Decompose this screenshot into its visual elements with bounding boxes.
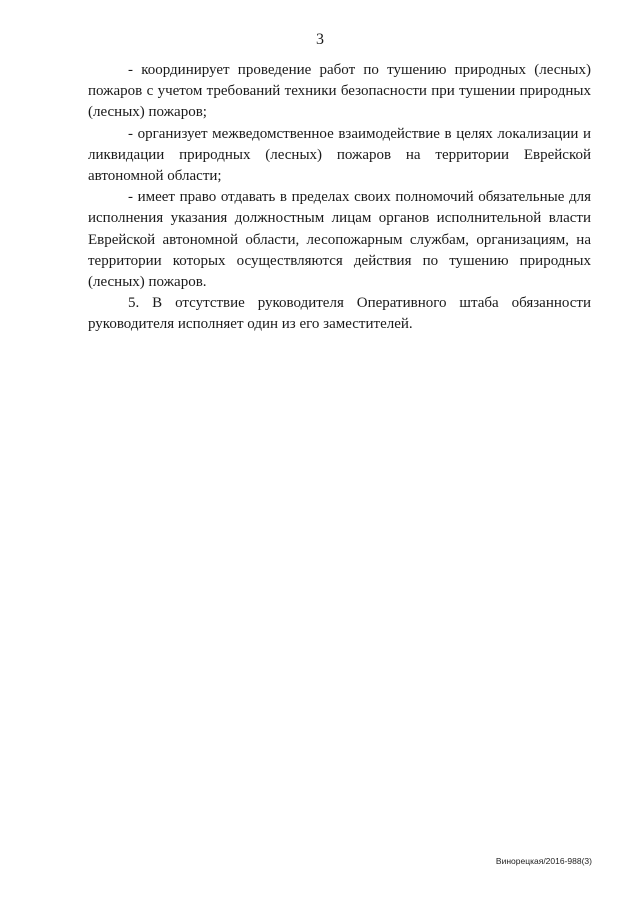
paragraph-coordinates-works: - координирует проведение работ по тушению природных (лесных) пожаров с учетом требований техники безопасности при тушении природных (лесных) пожаров; <box>88 62 591 121</box>
paragraph-item-5-deputy: 5. В отсутствие руководителя Оперативного штаба обязанности руководителя исполняет один из его заместителей. <box>88 295 591 333</box>
page-number: 3 <box>316 31 324 48</box>
document-footer-code: Винорецкая/2016-988(3) <box>495 856 592 866</box>
paragraph-right-to-give-orders: - имеет право отдавать в пределах своих полномочий обязательные для исполнения указания должностным лицам органов исполнительной власти Еврейской автономной области, лесопожарным службам, организациям, на территории которых осуществляются действия по тушению природных (лесных) пожаров. <box>88 189 591 291</box>
document-body <box>88 60 591 336</box>
paragraph-organizes-interaction: - организует межведомственное взаимодействие в целях локализации и ликвидации природных (лесных) пожаров на территории Еврейской автономной области; <box>88 125 591 185</box>
